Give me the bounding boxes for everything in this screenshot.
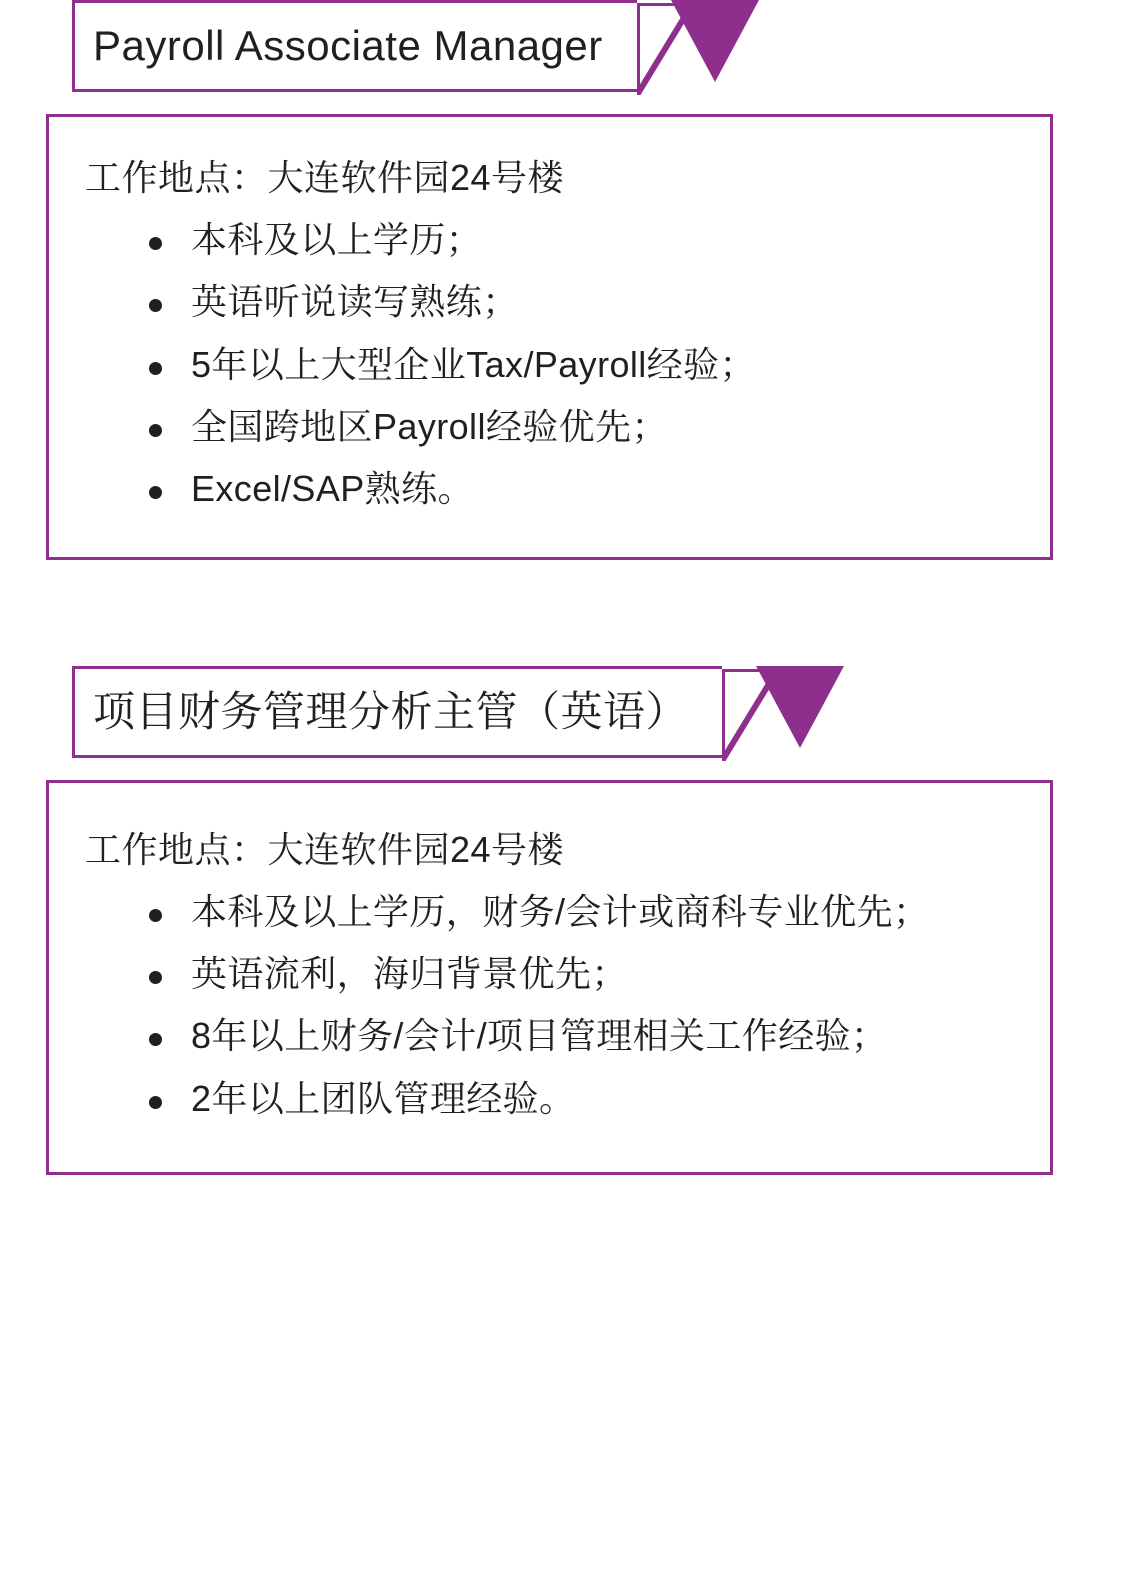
job-title-row — [72, 666, 1125, 758]
job-block-project-finance-supervisor — [0, 666, 1125, 1175]
job-requirements-list — [85, 883, 1020, 1128]
job-requirements-list — [85, 211, 1020, 519]
job-location: 工作地点：大连软件园24号楼 — [85, 828, 565, 870]
job-title: Payroll Associate Manager — [93, 22, 603, 69]
list-item: 8年以上财务/会计/项目管理相关工作经验； — [143, 1007, 1020, 1065]
list-item: 5年以上大型企业Tax/Payroll经验； — [143, 336, 1020, 394]
list-item: 2年以上团队管理经验。 — [143, 1070, 1020, 1128]
list-item: 英语流利，海归背景优先； — [143, 945, 1020, 1003]
job-title-plate — [72, 0, 637, 92]
list-item: 本科及以上学历，财务/会计或商科专业优先； — [143, 883, 1020, 941]
job-title: 项目财务管理分析主管（英语） — [93, 687, 689, 735]
job-detail-box — [46, 114, 1053, 560]
job-title-row — [72, 0, 1125, 92]
list-item: 本科及以上学历； — [143, 211, 1020, 269]
list-item: 全国跨地区Payroll经验优先； — [143, 398, 1020, 456]
job-block-payroll-associate-manager — [0, 0, 1125, 560]
job-title-plate — [72, 666, 722, 758]
job-location: 工作地点：大连软件园24号楼 — [85, 157, 565, 198]
list-item: 英语听说读写熟练； — [143, 273, 1020, 331]
section-divider-space — [0, 560, 1125, 666]
list-item: Excel/SAP熟练。 — [143, 460, 1020, 518]
job-detail-box — [46, 780, 1053, 1175]
purple-triangle-icon — [671, 0, 759, 82]
purple-triangle-icon — [756, 666, 844, 748]
